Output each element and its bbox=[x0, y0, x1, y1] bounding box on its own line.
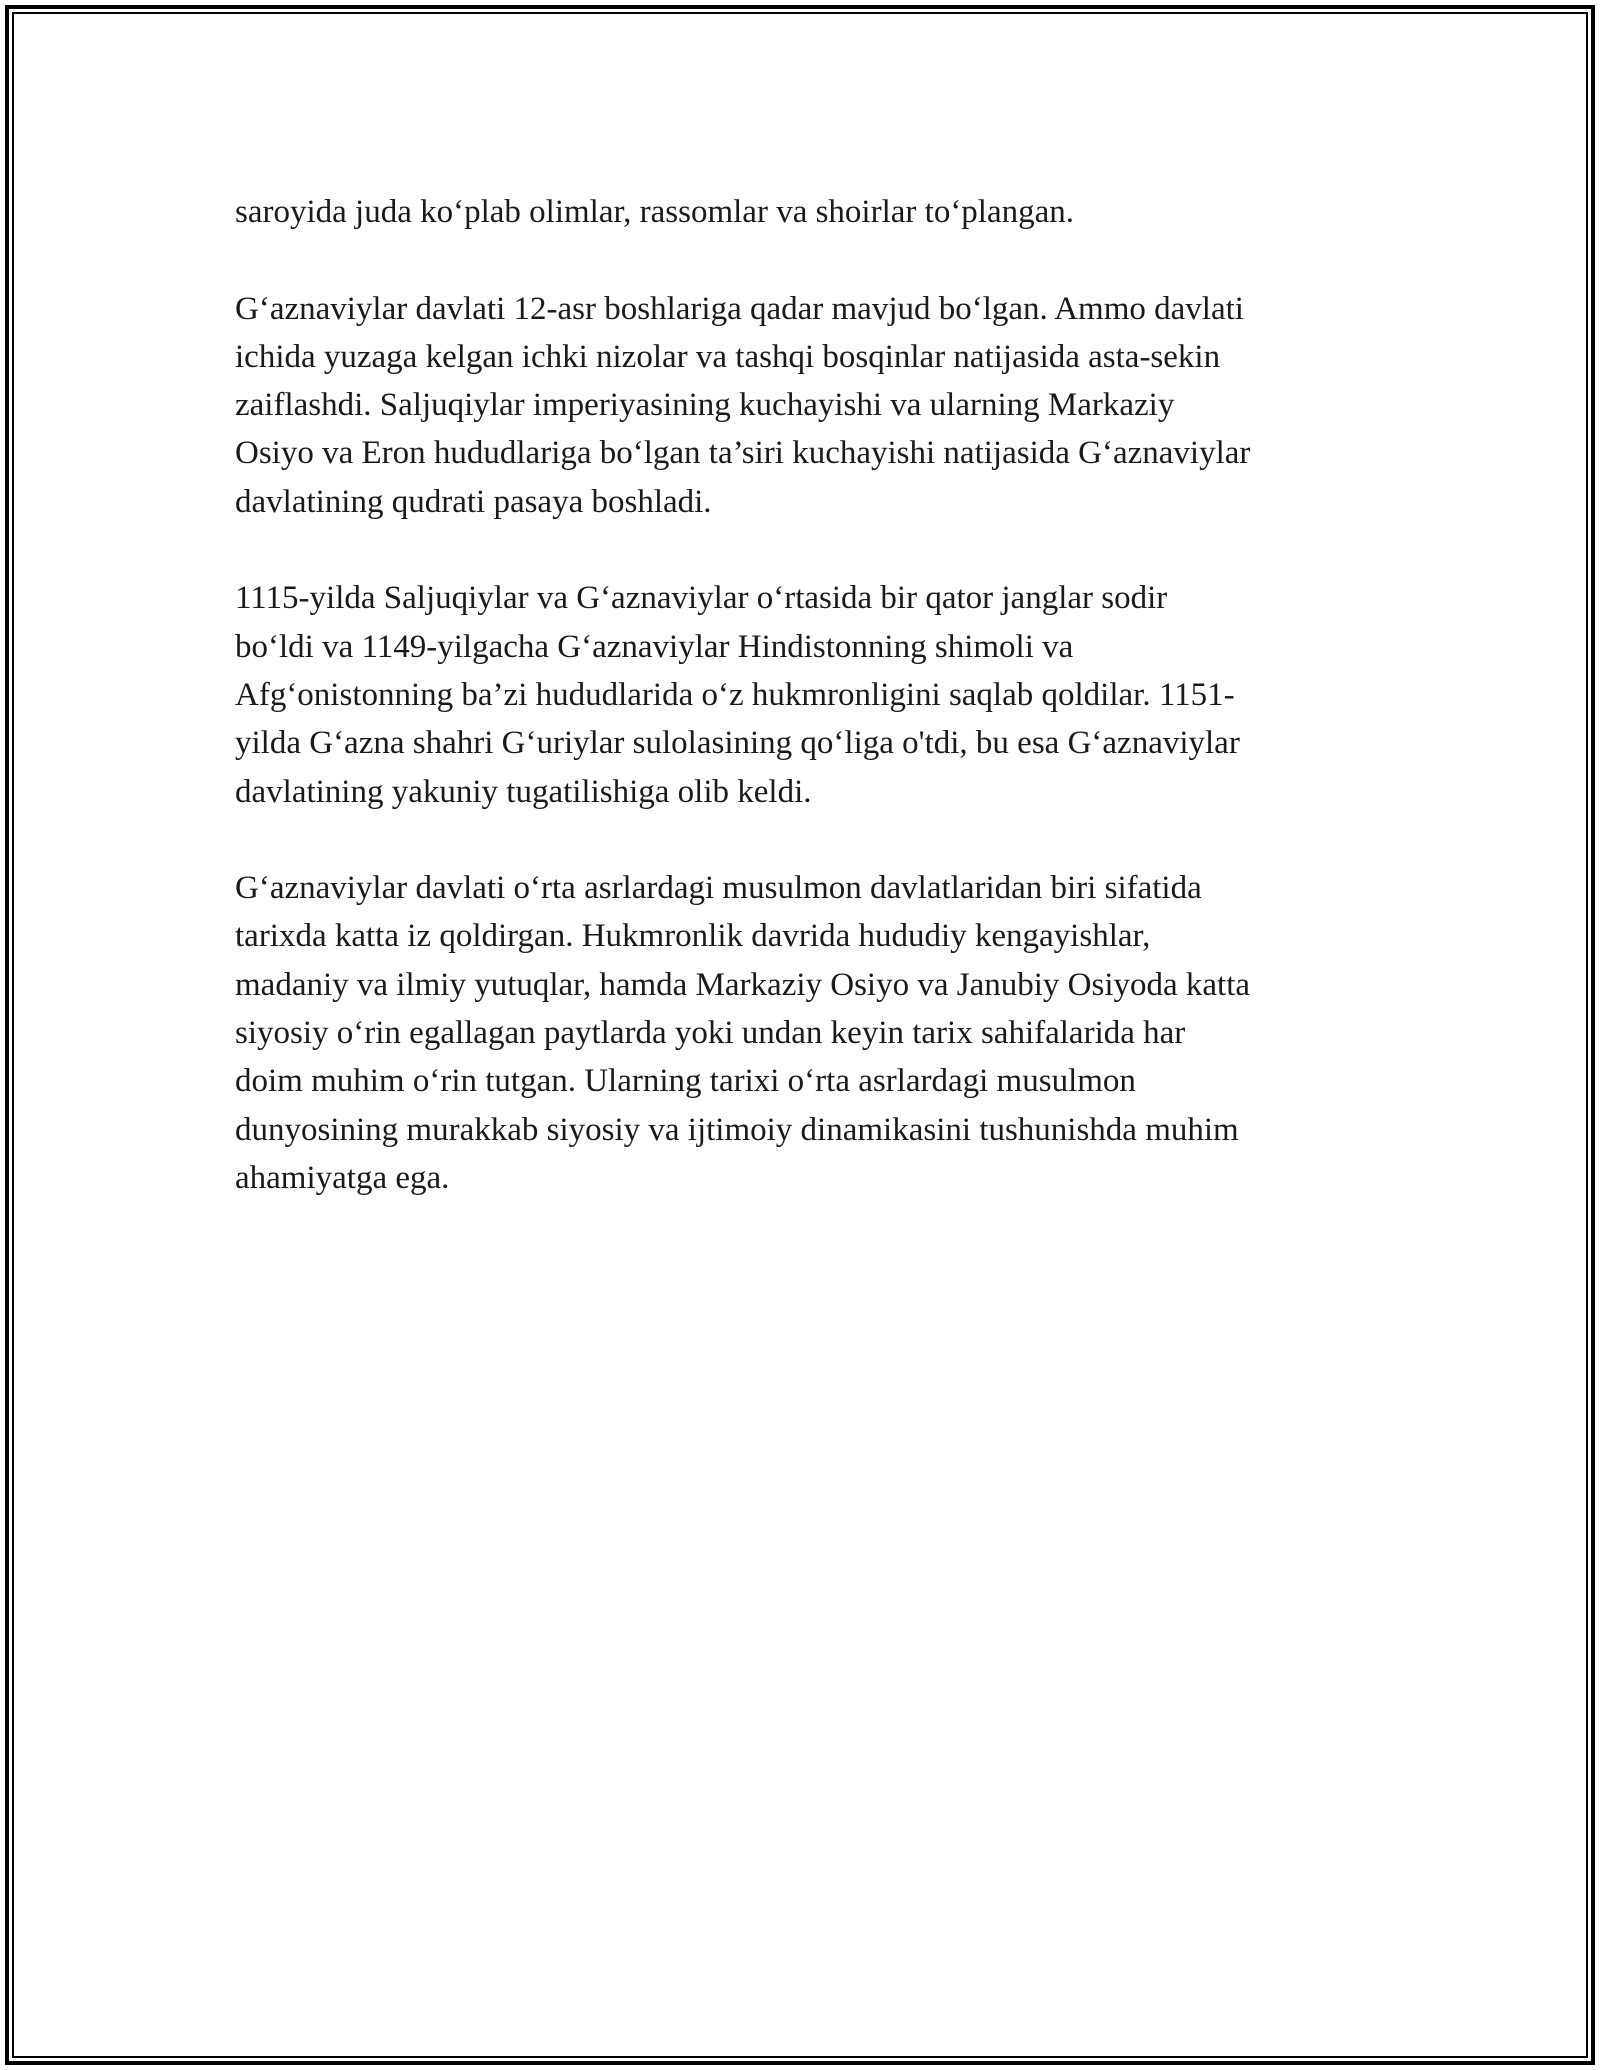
paragraph-3: 1115-yilda Saljuqiylar va G‘aznaviylar o‘rtasida bir qator janglar sodir bo‘ldi va 1149-yilgacha G‘aznaviylar Hindistonning shimoli va Afg‘onistonning ba’zi hududlarida o‘z hukmronligini saqlab qoldilar. 1151- yilda G‘azna shahri G‘uriylar sulolasining qo‘liga o'tdi, bu esa G‘aznaviylar davlatining yakuniy tugatilishiga olib keldi. bbox=[235, 580, 1240, 810]
paragraph-1: saroyida juda ko‘plab olimlar, rassomlar va shoirlar to‘plangan. bbox=[235, 194, 1075, 230]
paragraph-4: G‘aznaviylar davlati o‘rta asrlardagi musulmon davlatlaridan biri sifatida tarixda katta iz qoldirgan. Hukmronlik davrida hududiy kengayishlar, madaniy va ilmiy yutuqlar, hamda Markaziy Osiyo va Janubiy Osiyoda katta siyosiy o‘rin egallagan paytlarda yoki undan keyin tarix sahifalarida har doim muhim o‘rin tutgan. Ularning tarixi o‘rta asrlardagi musulmon dunyosining murakkab siyosiy va ijtimoiy dinamikasini tushunishda muhim ahamiyatga ega. bbox=[235, 870, 1251, 1196]
document-body bbox=[235, 188, 1395, 1251]
paragraph-2: G‘aznaviylar davlati 12-asr boshlariga qadar mavjud bo‘lgan. Ammo davlati ichida yuzaga kelgan ichki nizolar va tashqi bosqinlar natijasida asta-sekin zaiflashdi. Saljuqiylar imperiyasining kuchayishi va ularning Markaziy Osiyo va Eron hududlariga bo‘lgan ta’siri kuchayishi natijasida G‘aznaviylar davlatining qudrati pasaya boshladi. bbox=[235, 290, 1251, 520]
